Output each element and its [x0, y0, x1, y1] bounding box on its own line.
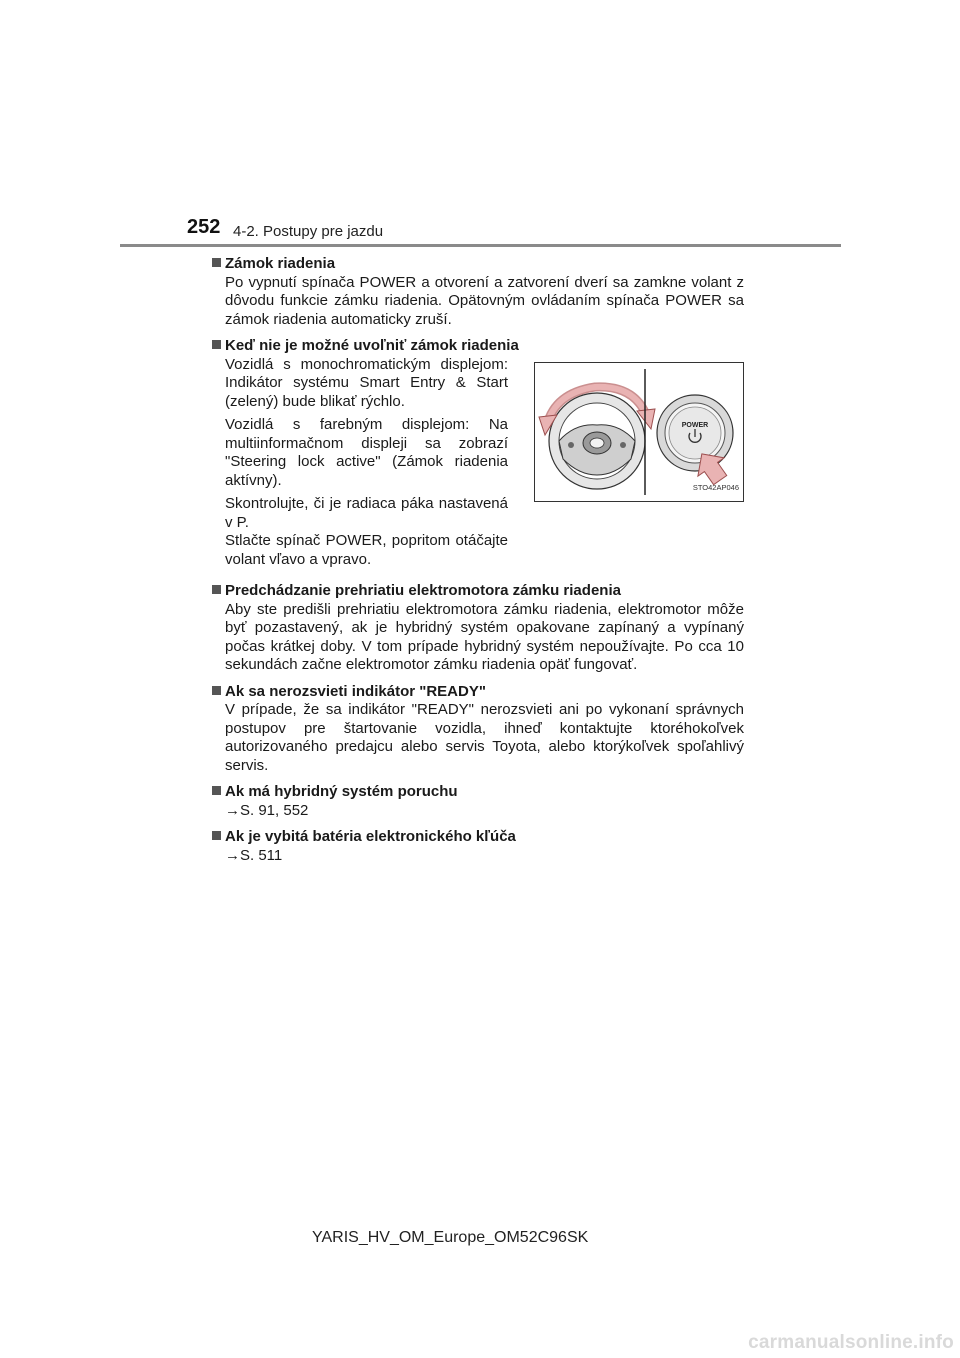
steering-wheel-icon: [549, 393, 645, 489]
page-content: [212, 255, 744, 873]
square-bullet-icon: [212, 831, 221, 840]
item-heading: Zámok riadenia: [225, 255, 336, 272]
header-divider: [120, 244, 841, 247]
item-heading: Keď nie je možné uvoľniť zámok riadenia: [225, 337, 519, 354]
paragraph-color-display: Vozidlá s farebným displejom: Na multiinformačnom displeji sa zobrazí "Steering lock active" (Zámok riadenia aktívny).: [225, 416, 508, 489]
square-bullet-icon: [212, 786, 221, 795]
page-reference[interactable]: →S. 91, 552: [225, 801, 309, 819]
item-heading: Predchádzanie prehriatiu elektromotora zámku riadenia: [225, 582, 621, 599]
item-body: Aby ste predišli prehriatiu elektromotora zámku riadenia, elektromotor môže byť pozastavený, ak je hybridný systém opakovane zapínaný a vypínaný počas krátkej doby. V tom prípade hybridný systém nepoužívajte. Po cca 10 sekundách začne elektromotor zámku riadenia opäť fungovať.: [225, 600, 744, 673]
document-code-footer: YARIS_HV_OM_Europe_OM52C96SK: [312, 1229, 589, 1246]
paragraph-monochrome-display: Vozidlá s monochromatickým displejom: Indikátor systému Smart Entry & Start (zelený) bude blikať rýchlo.: [225, 355, 508, 410]
square-bullet-icon: [212, 585, 221, 594]
item-heading: Ak má hybridný systém poruchu: [225, 783, 458, 800]
item-hybrid-malfunction: [212, 783, 744, 820]
square-bullet-icon: [212, 340, 221, 349]
item-key-battery-depleted: [212, 828, 744, 865]
paragraph-press-power: Stlačte spínač POWER, popritom otáčajte volant vľavo a vpravo.: [225, 532, 508, 568]
steering-power-illustration: [534, 362, 744, 502]
item-heading: Ak sa nerozsvieti indikátor "READY": [225, 682, 486, 700]
item-prevent-overheat: [212, 582, 744, 675]
figure-code: STO42AP046: [692, 483, 739, 492]
power-label: POWER: [681, 421, 709, 429]
item-cannot-release-lock: [212, 337, 744, 574]
section-title: 4-2. Postupy pre jazdu: [233, 223, 384, 240]
page-reference[interactable]: →S. 511: [225, 846, 283, 864]
item-ready-not-lit: [212, 683, 744, 776]
paragraph-check-shift-lever: Skontrolujte, či je radiaca páka nastavená v P.: [225, 495, 508, 531]
page-number: 252: [187, 216, 221, 238]
item-body: Po vypnutí spínača POWER a otvorení a zatvorení dverí sa zamkne volant z dôvodu funkcie zámku riadenia. Opätovným ovládaním spínača POWER sa zámok riadenia automaticky zruší.: [225, 273, 744, 328]
item-body: V prípade, že sa indikátor "READY" nerozsvieti ani po vykonaní správnych postupov pre štartovanie vozidla, ihneď kontaktujte ktoréhokoľvek autorizovaného predajcu alebo servis Toyota, alebo ktorýkoľvek spoľahlivý servis.: [225, 701, 744, 774]
square-bullet-icon: [212, 258, 221, 267]
item-steering-lock: [212, 255, 744, 329]
watermark[interactable]: carmanualsonline.info: [748, 1332, 954, 1353]
item-heading: Ak je vybitá batéria elektronického kľúča: [225, 828, 516, 845]
square-bullet-icon: [212, 686, 221, 695]
